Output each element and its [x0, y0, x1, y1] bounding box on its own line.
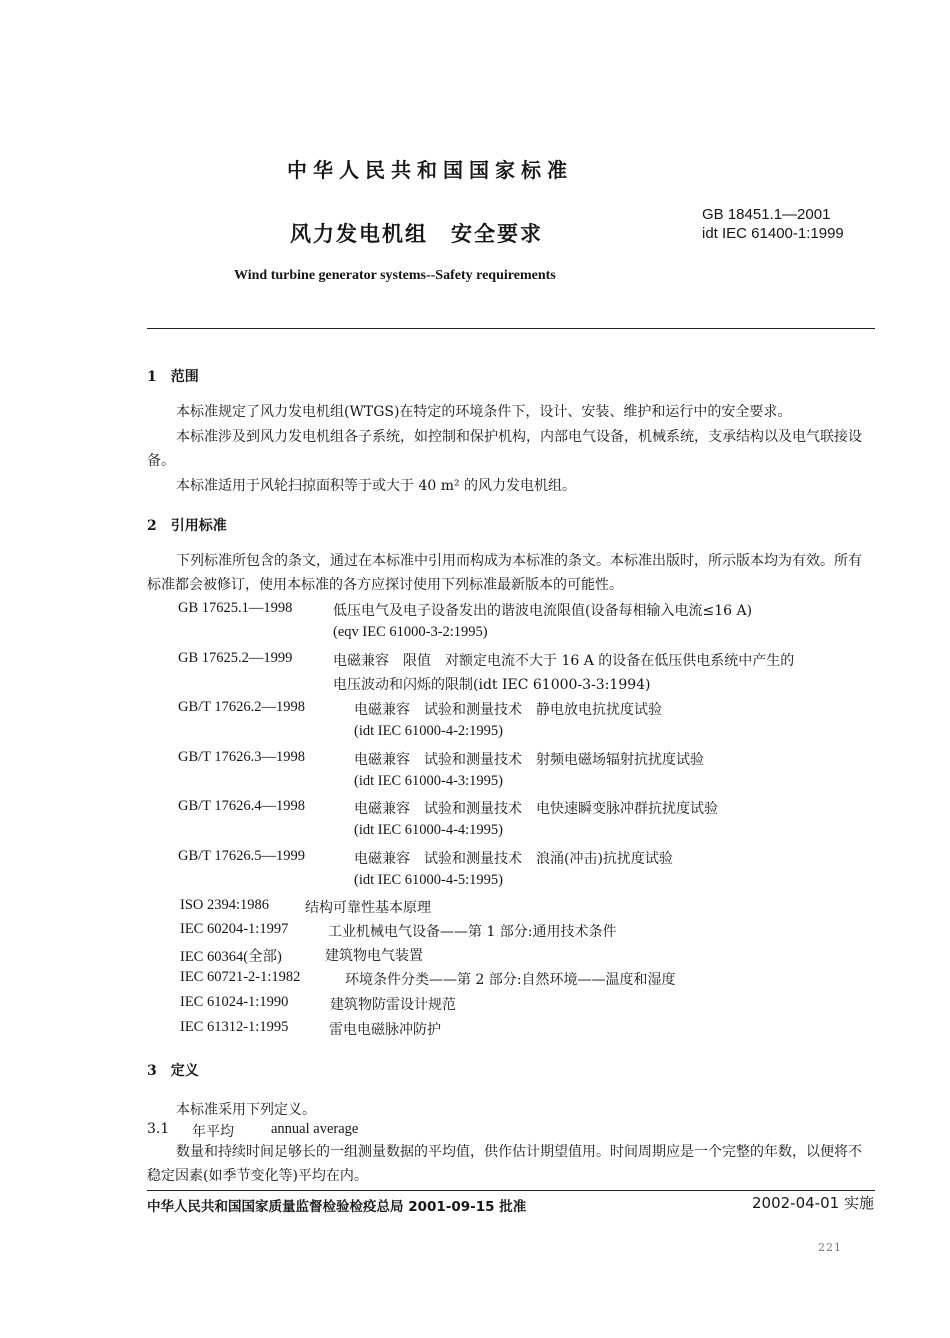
section-3-heading: 3 定义 — [147, 1063, 199, 1079]
definition-number: 3.1 — [147, 1121, 170, 1137]
reference-title: 环境条件分类——第 2 部分:自然环境——温度和湿度 — [345, 972, 676, 988]
section-3-paragraph: 本标准采用下列定义。 — [176, 1102, 316, 1118]
reference-code: ISO 2394:1986 — [180, 897, 270, 913]
header-divider — [147, 328, 875, 329]
reference-code: IEC 60204-1:1997 — [180, 921, 289, 937]
reference-code: GB/T 17626.3—1998 — [178, 749, 306, 765]
reference-code: IEC 61312-1:1995 — [180, 1019, 289, 1035]
reference-code: GB/T 17626.4—1998 — [178, 798, 306, 814]
equivalence-code: idt IEC 61400-1:1999 — [702, 225, 844, 242]
reference-code: IEC 60364(全部) — [180, 949, 282, 965]
document-title-cn: 风力发电机组 安全要求 — [290, 221, 543, 246]
reference-title: 结构可靠性基本原理 — [305, 900, 431, 916]
reference-note: (idt IEC 61000-4-3:1995) — [354, 773, 504, 789]
reference-title: 低压电气及电子设备发出的谐波电流限值(设备每相输入电流≤16 A) — [333, 603, 753, 619]
reference-title: 电磁兼容 限值 对额定电流不大于 16 A 的设备在低压供电系统中产生的 — [333, 653, 795, 669]
reference-code: GB 17625.2—1999 — [178, 650, 293, 666]
reference-code: IEC 61024-1:1990 — [180, 994, 289, 1010]
reference-note: 电压波动和闪烁的限制(idt IEC 61000-3-3:1994) — [333, 677, 651, 693]
page-number: 221 — [818, 1241, 842, 1254]
standard-code-block — [702, 205, 844, 243]
reference-title: 电磁兼容 试验和测量技术 射频电磁场辐射抗扰度试验 — [354, 752, 704, 768]
footer-divider — [147, 1190, 875, 1191]
reference-code: GB 17625.1—1998 — [178, 600, 293, 616]
definition-term-en: annual average — [271, 1121, 359, 1137]
reference-title: 电磁兼容 试验和测量技术 浪涌(冲击)抗扰度试验 — [354, 851, 673, 867]
reference-code: GB/T 17626.2—1998 — [178, 699, 306, 715]
reference-note: (idt IEC 61000-4-5:1995) — [354, 872, 504, 888]
reference-title: 建筑物防雷设计规范 — [330, 997, 456, 1013]
reference-note: (eqv IEC 61000-3-2:1995) — [333, 624, 488, 640]
reference-title: 建筑物电气装置 — [325, 948, 423, 964]
reference-title: 电磁兼容 试验和测量技术 电快速瞬变脉冲群抗扰度试验 — [354, 801, 718, 817]
effective-date: 2002-04-01 实施 — [752, 1194, 874, 1212]
reference-code: IEC 60721-2-1:1982 — [180, 969, 301, 985]
section-1-paragraph: 本标准适用于风轮扫掠面积等于或大于 40 m² 的风力发电机组。 — [176, 478, 577, 494]
document-title-en: Wind turbine generator systems--Safety requirements — [234, 268, 556, 283]
standard-code: GB 18451.1—2001 — [702, 206, 831, 223]
issuing-authority: 中华人民共和国国家质量监督检验检疫总局 2001-09-15 批准 — [147, 1199, 527, 1215]
reference-title: 电磁兼容 试验和测量技术 静电放电抗扰度试验 — [354, 702, 662, 718]
section-2-heading: 2 引用标准 — [147, 518, 227, 534]
reference-title: 工业机械电气设备——第 1 部分:通用技术条件 — [328, 924, 617, 940]
reference-code: GB/T 17626.5—1999 — [178, 848, 306, 864]
section-2-paragraph: 下列标准所包含的条文，通过在本标准中引用而构成为本标准的条文。本标准出版时，所示版本均为有效。所有标准都会被修订，使用本标准的各方应探讨使用下列标准最新版本的可能性。 — [147, 553, 862, 593]
section-1-paragraph: 本标准规定了风力发电机组(WTGS)在特定的环境条件下，设计、安装、维护和运行中的安全要求。 — [176, 404, 792, 420]
national-standard-label: 中华人民共和国国家标准 — [287, 158, 573, 182]
reference-title: 雷电电磁脉冲防护 — [329, 1022, 441, 1038]
section-1-heading: 1 范围 — [147, 369, 199, 385]
section-1-paragraph: 本标准涉及到风力发电机组各子系统，如控制和保护机构，内部电气设备，机械系统，支承结构以及电气联接设备。 — [147, 429, 862, 469]
reference-note: (idt IEC 61000-4-2:1995) — [354, 723, 504, 739]
definition-text: 数量和持续时间足够长的一组测量数据的平均值，供作估计期望值用。时间周期应是一个完整的年数，以便将不稳定因素(如季节变化等)平均在内。 — [147, 1144, 862, 1184]
definition-term-cn: 年平均 — [192, 1124, 234, 1140]
reference-note: (idt IEC 61000-4-4:1995) — [354, 822, 504, 838]
